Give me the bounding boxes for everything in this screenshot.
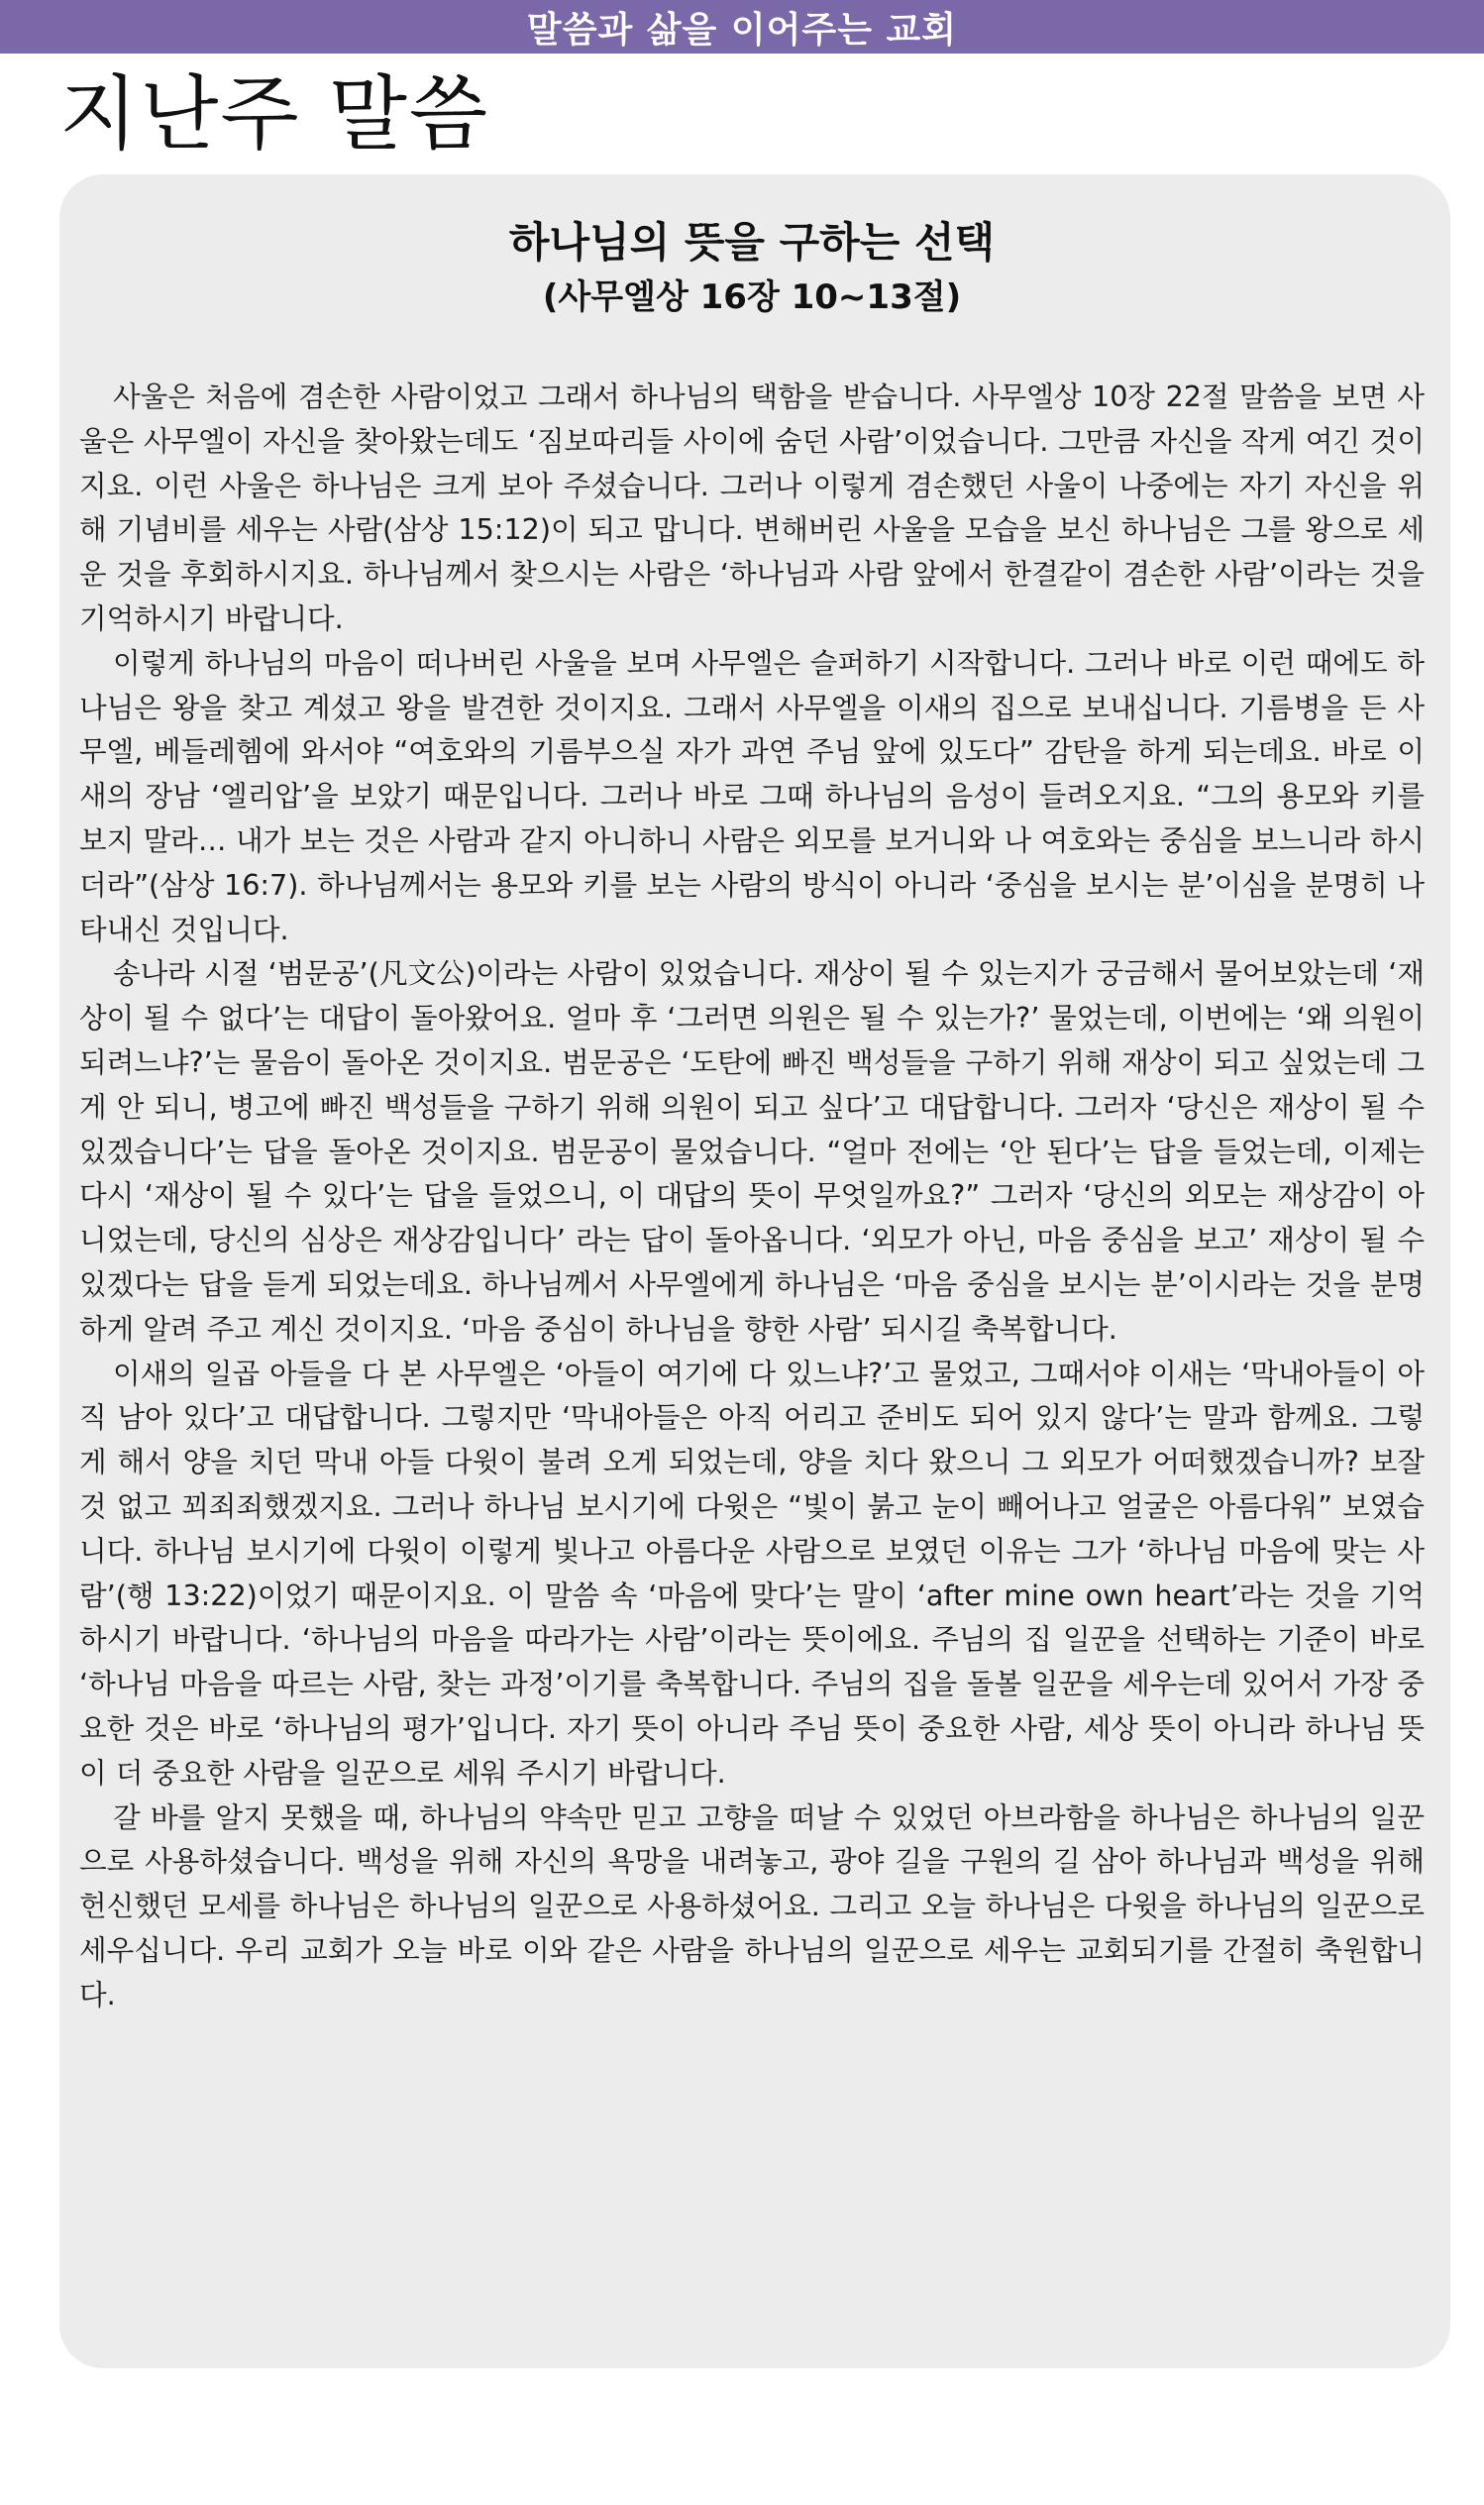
sermon-paragraph: 갈 바를 알지 못했을 때, 하나님의 약속만 믿고 고향을 떠날 수 있었던 아브라함을 하나님은 하나님의 일꾼으로 사용하셨습니다. 백성을 위해 자신의 욕망을 내려놓고, 광야 길을 구원의 길 삼아 하나님과 백성을 위해 헌신했던 모세를 하나님은 하나님의 일꾼으로 사용하셨어요. 그리고 오늘 하나님은 다윗을 하나님의 일꾼으로 세우십니다. 우리 교회가 오늘 바로 이와 같은 사람을 하나님의 일꾼으로 세우는 교회되기를 간절히 축원합니다. bbox=[79, 1799, 1425, 2012]
sermon-paragraph: 이렇게 하나님의 마음이 떠나버린 사울을 보며 사무엘은 슬퍼하기 시작합니다. 그러나 바로 이런 때에도 하나님은 왕을 찾고 계셨고 왕을 발견한 것이지요. 그래서 사무엘을 이새의 집으로 보내십니다. 기름병을 든 사무엘, 베들레헴에 와서야 “여호와의 기름부으실 자가 과연 주님 앞에 있도다” 감탄을 하게 되는데요. 바로 이새의 장남 ‘엘리압’을 보았기 때문입니다. 그러나 바로 그때 하나님의 음성이 들려오지요. “그의 용모와 키를 보지 말라… 내가 보는 것은 사람과 같지 아니하니 사람은 외모를 보거니와 나 여호와는 중심을 보느니라 하시더라”(삼상 16:7). 하나님께서는 용모와 키를 보는 사람의 방식이 아니라 ‘중심을 보시는 분’이심을 분명히 나타내신 것입니다. bbox=[79, 645, 1425, 946]
sermon-title: 하나님의 뜻을 구하는 선택 bbox=[508, 218, 996, 267]
section-title: 지난주 말씀 bbox=[59, 67, 490, 162]
sermon-reference: (사무엘상 16장 10~13절) bbox=[542, 277, 962, 317]
sermon-paragraph: 사울은 처음에 겸손한 사람이었고 그래서 하나님의 택함을 받습니다. 사무엘상 10장 22절 말씀을 보면 사울은 사무엘이 자신을 찾아왔는데도 ‘짐보따리들 사이에 숨던 사람’이었습니다. 그만큼 자신을 작게 여긴 것이지요. 이런 사울은 하나님은 크게 보아 주셨습니다. 그러나 이렇게 겸손했던 사울이 나중에는 자기 자신을 위해 기념비를 세우는 사람(삼상 15:12)이 되고 맙니다. 변해버린 사울을 모습을 보신 하나님은 그를 왕으로 세운 것을 후회하시지요. 하나님께서 찾으시는 사람은 ‘하나님과 사람 앞에서 한결같이 겸손한 사람’이라는 것을 기억하시기 바랍니다. bbox=[79, 380, 1425, 635]
sermon-paragraph: 이새의 일곱 아들을 다 본 사무엘은 ‘아들이 여기에 다 있느냐?’고 물었고, 그때서야 이새는 ‘막내아들이 아직 남아 있다’고 대답합니다. 그렇지만 ‘막내아들은 아직 어리고 준비도 되어 있지 않다’는 말과 함께요. 그렇게 해서 양을 치던 막내 아들 다윗이 불려 오게 되었는데, 양을 치다 왔으니 그 외모가 어떠했겠습니까? 보잘 것 없고 꾀죄죄했겠지요. 그러나 하나님 보시기에 다윗은 “빛이 붉고 눈이 빼어나고 얼굴은 아름다워” 보였습니다. 하나님 보시기에 다윗이 이렇게 빛나고 아름다운 사람으로 보였던 이유는 그가 ‘하나님 마음에 맞는 사람’(행 13:22)이었기 때문이지요. 이 말씀 속 ‘마음에 맞다’는 말이 ‘after mine own heart’라는 것을 기억하시기 바랍니다. ‘하나님의 마음을 따라가는 사람’이라는 뜻이에요. 주님의 집 일꾼을 선택하는 기준이 바로 ‘하나님 마음을 따르는 사람, 찾는 과정’이기를 축복합니다. 주님의 집을 돌볼 일꾼을 세우는데 있어서 가장 중요한 것은 바로 ‘하나님의 평가’입니다. 자기 뜻이 아니라 주님 뜻이 중요한 사람, 세상 뜻이 아니라 하나님 뜻이 더 중요한 사람을 일꾼으로 세워 주시기 바랍니다. bbox=[79, 1356, 1425, 1790]
sermon-card bbox=[59, 174, 1450, 2368]
top-banner bbox=[0, 0, 1484, 54]
sermon-paragraph: 송나라 시절 ‘범문공’(凡文公)이라는 사람이 있었습니다. 재상이 될 수 있는지가 궁금해서 물어보았는데 ‘재상이 될 수 없다’는 대답이 돌아왔어요. 얼마 후 ‘그러면 의원은 될 수 있는가?’ 물었는데, 이번에는 ‘왜 의원이 되려느냐?’는 물음이 돌아온 것이지요. 범문공은 ‘도탄에 빠진 백성들을 구하기 위해 재상이 되고 싶었는데 그게 안 되니, 병고에 빠진 백성들을 구하기 위해 의원이 되고 싶다’고 대답합니다. 그러자 ‘당신은 재상이 될 수 있겠습니다’는 답을 돌아온 것이지요. 범문공이 물었습니다. “얼마 전에는 ‘안 된다’는 답을 들었는데, 이제는 다시 ‘재상이 될 수 있다’는 답을 들었으니, 이 대답의 뜻이 무엇일까요?” 그러자 ‘당신의 외모는 재상감이 아니었는데, 당신의 심상은 재상감입니다’ 라는 답이 돌아옵니다. ‘외모가 아닌, 마음 중심을 보고’ 재상이 될 수 있겠다는 답을 듣게 되었는데요. 하나님께서 사무엘에게 하나님은 ‘마음 중심을 보시는 분’이시라는 것을 분명하게 알려 주고 계신 것이지요. ‘마음 중심이 하나님을 향한 사람’ 되시길 축복합니다. bbox=[79, 956, 1425, 1346]
banner-text: 말씀과 삶을 이어주는 교회 bbox=[526, 9, 958, 51]
sermon-body bbox=[79, 375, 1425, 2016]
